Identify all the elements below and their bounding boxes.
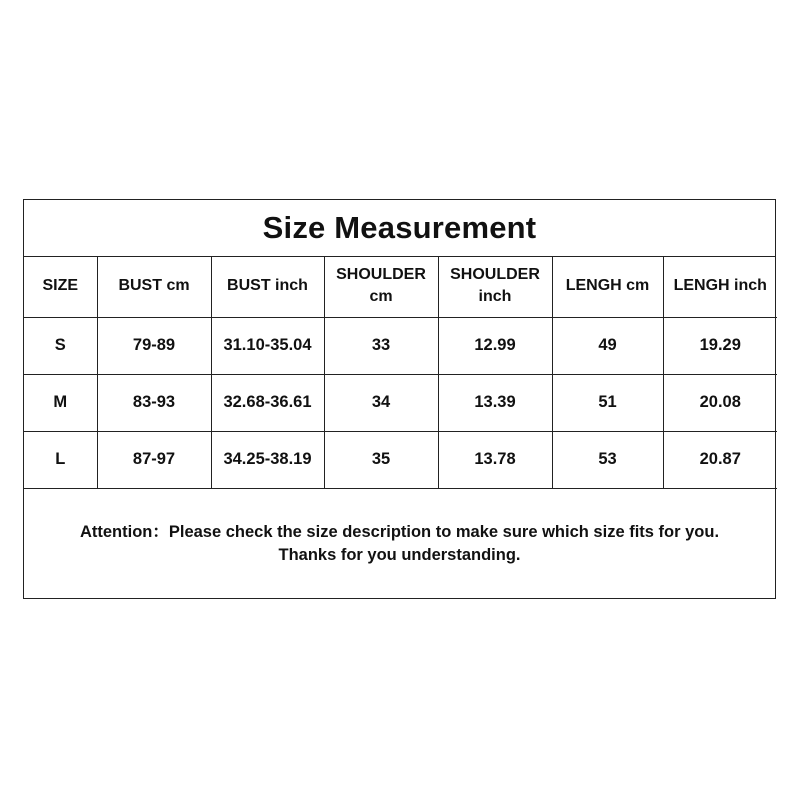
header-row [24, 256, 777, 317]
cell-size: L [24, 431, 97, 488]
cell-shoulder-cm: 35 [324, 431, 438, 488]
header-shoulder-inch-line2: inch [478, 288, 512, 306]
header-length-cm [552, 256, 663, 317]
table-row [24, 431, 777, 488]
header-bust-cm [97, 256, 211, 317]
table-row [24, 374, 777, 431]
cell-shoulder-inch: 13.78 [438, 431, 552, 488]
cell-bust-inch: 34.25-38.19 [211, 431, 324, 488]
cell-length-inch: 20.87 [663, 431, 777, 488]
cell-size: M [24, 374, 97, 431]
header-shoulder-inch-line1: SHOULDER [450, 266, 540, 284]
table-row [24, 317, 777, 374]
header-bust-inch-label: BUST inch [227, 277, 308, 295]
size-chart-title: Size Measurement [24, 200, 775, 257]
header-shoulder-inch [438, 256, 552, 317]
header-shoulder-cm-line2: cm [369, 288, 393, 306]
attention-line-2: Thanks for you understanding. [278, 545, 521, 564]
cell-bust-inch: 31.10-35.04 [211, 317, 324, 374]
cell-shoulder-cm: 33 [324, 317, 438, 374]
header-bust-cm-label: BUST cm [118, 277, 190, 295]
cell-length-cm: 51 [552, 374, 663, 431]
attention-line-1: Attention：Please check the size description to make sure which size fits for you. [79, 522, 720, 541]
cell-shoulder-inch: 13.39 [438, 374, 552, 431]
header-bust-inch [211, 256, 324, 317]
header-length-inch [663, 256, 777, 317]
cell-size: S [24, 317, 97, 374]
header-shoulder-cm [324, 256, 438, 317]
cell-length-inch: 19.29 [663, 317, 777, 374]
header-length-inch-label: LENGH inch [673, 277, 767, 295]
header-shoulder-cm-line1: SHOULDER [336, 266, 426, 284]
header-size [24, 256, 97, 317]
size-table [24, 256, 777, 489]
attention-notice [24, 488, 775, 599]
cell-shoulder-inch: 12.99 [438, 317, 552, 374]
cell-length-inch: 20.08 [663, 374, 777, 431]
cell-length-cm: 53 [552, 431, 663, 488]
size-chart [23, 199, 776, 599]
header-length-cm-label: LENGH cm [565, 277, 650, 295]
cell-bust-cm: 83-93 [97, 374, 211, 431]
cell-length-cm: 49 [552, 317, 663, 374]
cell-bust-cm: 87-97 [97, 431, 211, 488]
cell-bust-inch: 32.68-36.61 [211, 374, 324, 431]
header-size-label: SIZE [42, 277, 79, 295]
cell-bust-cm: 79-89 [97, 317, 211, 374]
cell-shoulder-cm: 34 [324, 374, 438, 431]
